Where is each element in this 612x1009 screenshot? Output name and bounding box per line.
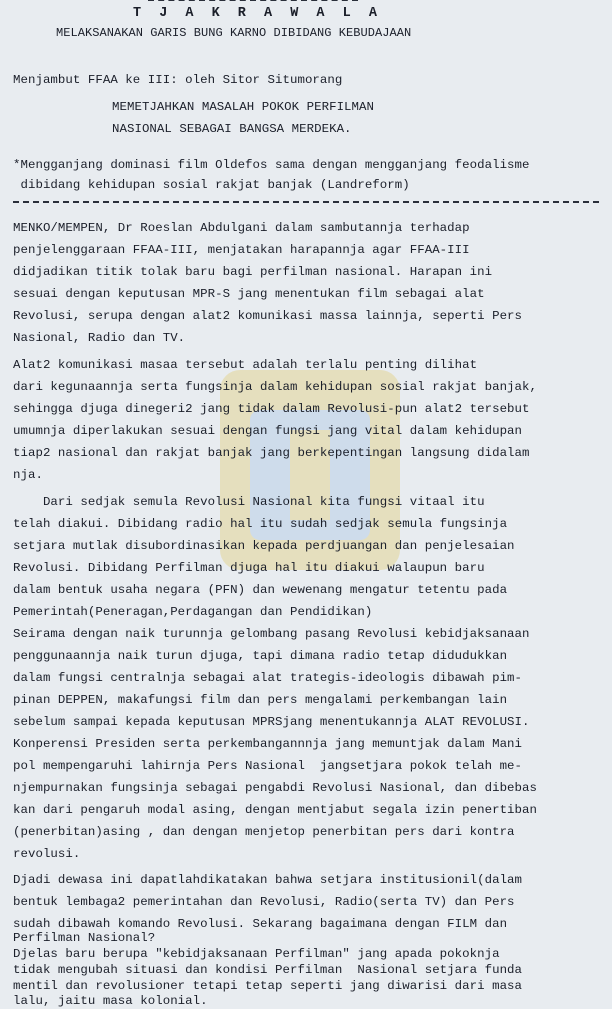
p3-line: pinan DEPPEN, makafungsi film dan pers mengalami perkembangan lain [13,693,508,707]
p3-line: sebelum sampai kepada keputusan MPRSjang menentukannja ALAT REVOLUSI. [13,715,530,729]
p3-line: Konperensi Presiden serta perkembangannnja jang memuntjak dalam Mani [13,737,523,751]
quote-line-1: *Mengganjang dominasi film Oldefos sama dengan mengganjang feodalisme [13,158,530,172]
p1-line: Nasional, Radio dan TV. [13,331,186,345]
intro-line: Menjambut FFAA ke III: oleh Sitor Situmorang [13,73,343,87]
header-title: T J A K R A W A L A [133,6,382,21]
p1-line: Revolusi, serupa dengan alat2 komunikasi massa lainnja, seperti Pers [13,309,523,323]
p2-line: dari kegunaannja serta fungsinja dalam kehidupan sosial rakjat banjak, [13,380,537,394]
p3-line: pol mempengaruhi lahirnja Pers Nasional jangsetjara pokok telah me- [13,759,523,773]
p4-line: Perfilman Nasional? [13,931,156,945]
p2-line: sehingga djuga dinegeri2 jang tidak dalam Revolusi-pun alat2 tersebut [13,402,530,416]
p3-line: Pemerintah(Peneragan,Perdagangan dan Pendidikan) [13,605,373,619]
top-separator [148,0,358,1]
quote-line-2: dibidang kehidupan sosial rakjat banjak (Landreform) [13,178,410,192]
p3-line: telah diakui. Dibidang radio hal itu sudah sedjak semula fungsinja [13,517,508,531]
p4-line: bentuk lembaga2 pemerintahan dan Revolusi, Radio(serta TV) dan Pers [13,895,515,909]
p2-line: nja. [13,468,43,482]
section-separator [13,201,599,203]
p2-line: tiap2 nasional dan rakjat banjak jang berkepentingan langsung didalam [13,446,530,460]
p3-line: dalam fungsi centralnja sebagai alat trategis-ideologis dibawah pim- [13,671,523,685]
p1-line: MENKO/MEMPEN, Dr Roeslan Abdulgani dalam sambutannja terhadap [13,221,470,235]
p3-line: setjara mutlak disubordinasikan kepada perdjuangan dan penjelesaian [13,539,515,553]
p2-line: Alat2 komunikasi masaa tersebut adalah terlalu penting dilihat [13,358,478,372]
p3-line: kan dari pengaruh modal asing, dengan mentjabut segala izin penertiban [13,803,537,817]
p3-line: Revolusi. Dibidang Perfilman djuga hal itu diakui walaupun baru [13,561,485,575]
p4-line: Djadi dewasa ini dapatlahdikatakan bahwa setjara institusionil(dalam [13,873,523,887]
p3-line: penggunaannja naik turun djuga, tapi dimana radio tetap didudukkan [13,649,508,663]
p1-line: didjadikan titik tolak baru bagi perfilman nasional. Harapan ini [13,265,493,279]
headline-line-1: MEMETJAHKAN MASALAH POKOK PERFILMAN [112,100,374,114]
p4-line: lalu, jaitu masa kolonial. [13,994,208,1008]
headline-line-2: NASIONAL SEBAGAI BANGSA MERDEKA. [112,122,352,136]
p4-line: tidak mengubah situasi dan kondisi Perfilman Nasional setjara funda [13,963,523,977]
p3-line: Dari sedjak semula Revolusi Nasional kita fungsi vitaal itu [13,495,485,509]
p1-line: penjelenggaraan FFAA-III, menjatakan harapannja agar FFAA-III [13,243,470,257]
p3-line: (penerbitan)asing , dan dengan menjetop penerbitan pers dari kontra [13,825,515,839]
p3-line: revolusi. [13,847,81,861]
p1-line: sesuai dengan keputusan MPR-S jang menentukan film sebagai alat [13,287,485,301]
header-subtitle: MELAKSANAKAN GARIS BUNG KARNO DIBIDANG KEBUDAJAAN [56,26,412,40]
p3-line: Seirama dengan naik turunnja gelombang pasang Revolusi kebidjaksanaan [13,627,530,641]
p4-line: mentil dan revolusioner tetapi tetap seperti jang diwarisi dari masa [13,979,523,993]
p4-line: sudah dibawah komando Revolusi. Sekarang bagaimana dengan FILM dan [13,917,508,931]
p4-line: Djelas baru berupa "kebidjaksanaan Perfilman" jang apada pokoknja [13,947,500,961]
p2-line: umumnja diperlakukan sesuai dengan fungsi jang vital dalam kehidupan [13,424,523,438]
p3-line: dalam bentuk usaha negara (PFN) dan wewenang mengatur tetentu pada [13,583,508,597]
p3-line: njempurnakan fungsinja sebagai pengabdi Revolusi Nasional, dan dibebas [13,781,537,795]
